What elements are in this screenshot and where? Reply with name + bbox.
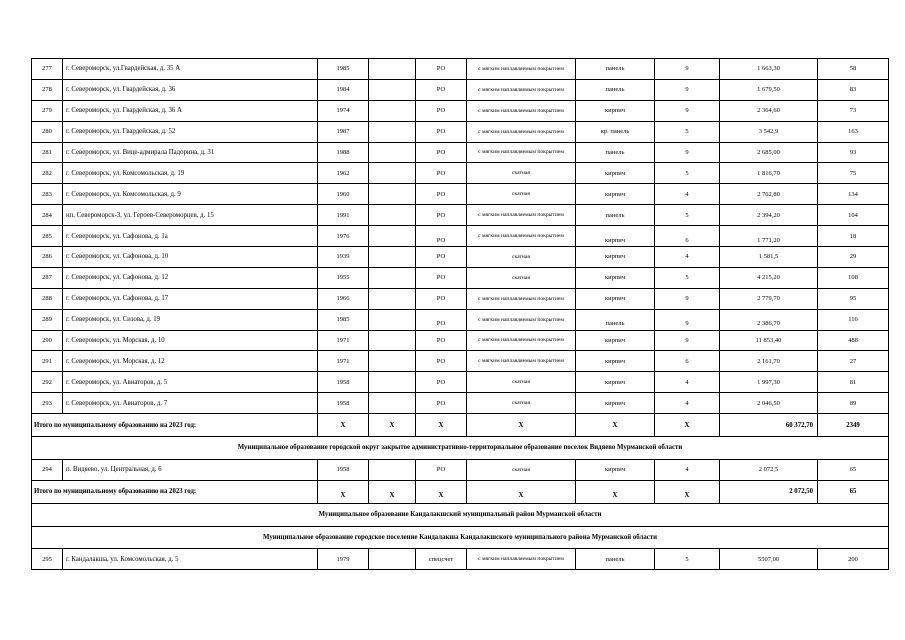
row-residents: 75 xyxy=(818,163,889,184)
row-col4 xyxy=(369,100,416,121)
table-row xyxy=(32,267,889,288)
row-fund-method: РО xyxy=(416,226,467,247)
row-col4 xyxy=(369,205,416,226)
row-fund-method: РО xyxy=(416,100,467,121)
row-area: 1 663,30 xyxy=(720,59,818,80)
total-x: X xyxy=(318,414,369,437)
row-col4 xyxy=(369,393,416,414)
row-roof: с мягким наплавляемым покрытием xyxy=(467,351,576,372)
row-wall: панель xyxy=(576,142,655,163)
row-year: 1988 xyxy=(318,142,369,163)
total-label: Итого по муниципальному образованию на 2023 год: xyxy=(32,480,318,503)
row-address: г. Североморск, ул. Гвардейская, д. 36 xyxy=(63,79,318,100)
row-address: г. Североморск, ул. Комсомольская, д. 9 xyxy=(63,184,318,205)
row-floors: 6 xyxy=(655,351,720,372)
total-area: 2 072,50 xyxy=(720,480,818,503)
row-roof: с мягким наплавляемым покрытием xyxy=(467,142,576,163)
row-floors: 5 xyxy=(655,549,720,570)
total-x: X xyxy=(318,480,369,503)
total-row-vidyaevo xyxy=(32,480,889,503)
row-area: 2 072,5 xyxy=(720,459,818,480)
row-area: 1 581,5 xyxy=(720,247,818,268)
section-heading-kandalaksha-town: Муниципальное образование городское поселение Кандалакша Кандалакшского муниципального района Мурманской области xyxy=(32,526,889,549)
row-col4 xyxy=(369,79,416,100)
row-year: 1985 xyxy=(318,309,369,330)
row-area: 2 394,20 xyxy=(720,205,818,226)
row-year: 1960 xyxy=(318,184,369,205)
row-year: 1939 xyxy=(318,247,369,268)
table-row xyxy=(32,330,889,351)
row-col4 xyxy=(369,247,416,268)
row-roof: с мягким наплавляемым покрытием xyxy=(467,205,576,226)
total-residents: 65 xyxy=(818,480,889,503)
row-wall: кирпич xyxy=(576,100,655,121)
row-col4 xyxy=(369,163,416,184)
row-year: 1974 xyxy=(318,100,369,121)
row-floors: 9 xyxy=(655,142,720,163)
row-roof: с мягким наплавляемым покрытием xyxy=(467,79,576,100)
row-col4 xyxy=(369,330,416,351)
row-wall: кр. панель xyxy=(576,121,655,142)
row-address: нп. Североморск-3, ул. Героев-Североморцев, д. 15 xyxy=(63,205,318,226)
row-residents: 83 xyxy=(818,79,889,100)
row-number: 281 xyxy=(32,142,63,163)
row-fund-method: РО xyxy=(416,79,467,100)
row-address: г. Североморск, ул.Гвардейская, д. 35 А xyxy=(63,59,318,80)
row-residents: 488 xyxy=(818,330,889,351)
row-address: г. Североморск, ул. Гвардейская, д. 36 А xyxy=(63,100,318,121)
row-fund-method: спецсчет xyxy=(416,549,467,570)
row-address: г. Североморск, ул. Комсомольская, д. 19 xyxy=(63,163,318,184)
row-area: 2 046,50 xyxy=(720,393,818,414)
total-x: X xyxy=(369,414,416,437)
row-floors: 4 xyxy=(655,459,720,480)
row-residents: 58 xyxy=(818,59,889,80)
row-number: 278 xyxy=(32,79,63,100)
row-col4 xyxy=(369,549,416,570)
row-address: г. Североморск, ул. Сафонова, д. 10 xyxy=(63,247,318,268)
row-fund-method: РО xyxy=(416,330,467,351)
row-area: 4 215,20 xyxy=(720,267,818,288)
row-year: 1971 xyxy=(318,330,369,351)
row-number: 290 xyxy=(32,330,63,351)
row-fund-method: РО xyxy=(416,205,467,226)
row-wall: панель xyxy=(576,205,655,226)
row-year: 1958 xyxy=(318,459,369,480)
row-floors: 9 xyxy=(655,79,720,100)
table-row xyxy=(32,351,889,372)
row-col4 xyxy=(369,226,416,247)
row-roof: с мягким наплавляемым покрытием xyxy=(467,121,576,142)
total-area: 60 372,70 xyxy=(720,414,818,437)
row-roof: скатная xyxy=(467,393,576,414)
row-area: 2 762,80 xyxy=(720,184,818,205)
table-row xyxy=(32,142,889,163)
row-year: 1979 xyxy=(318,549,369,570)
row-fund-method: РО xyxy=(416,247,467,268)
table-row xyxy=(32,79,889,100)
row-roof: скатная xyxy=(467,163,576,184)
row-number: 279 xyxy=(32,100,63,121)
row-area: 2 779,70 xyxy=(720,288,818,309)
total-x: X xyxy=(576,414,655,437)
row-address: г. Кандалакша, ул. Комсомольская, д. 5 xyxy=(63,549,318,570)
row-address: г. Североморск, ул. Вице-адмирала Падорина, д. 31 xyxy=(63,142,318,163)
row-year: 1971 xyxy=(318,351,369,372)
row-fund-method: РО xyxy=(416,59,467,80)
row-residents: 29 xyxy=(818,247,889,268)
row-area: 1 771,20 xyxy=(720,226,818,247)
row-year: 1962 xyxy=(318,163,369,184)
table-row xyxy=(32,163,889,184)
row-residents: 89 xyxy=(818,393,889,414)
row-wall: кирпич xyxy=(576,247,655,268)
row-address: г. Североморск, ул. Сафонова, д. 1а xyxy=(63,226,318,247)
row-col4 xyxy=(369,288,416,309)
row-area: 1 997,30 xyxy=(720,372,818,393)
total-residents: 2349 xyxy=(818,414,889,437)
row-area: 2 364,60 xyxy=(720,100,818,121)
row-col4 xyxy=(369,267,416,288)
section-heading xyxy=(32,437,889,460)
row-number: 285 xyxy=(32,226,63,247)
row-fund-method: РО xyxy=(416,184,467,205)
row-floors: 5 xyxy=(655,205,720,226)
row-roof: с мягким наплавляемым покрытием xyxy=(467,309,576,330)
total-x: X xyxy=(416,414,467,437)
row-area: 2 161,70 xyxy=(720,351,818,372)
row-year: 1955 xyxy=(318,267,369,288)
row-wall: кирпич xyxy=(576,163,655,184)
row-roof: скатная xyxy=(467,372,576,393)
row-address: г. Североморск, ул. Гвардейская, д. 52 xyxy=(63,121,318,142)
row-year: 1987 xyxy=(318,121,369,142)
row-area: 2 685,00 xyxy=(720,142,818,163)
row-residents: 104 xyxy=(818,205,889,226)
row-wall: кирпич xyxy=(576,459,655,480)
row-residents: 95 xyxy=(818,288,889,309)
row-residents: 81 xyxy=(818,372,889,393)
total-x: X xyxy=(655,414,720,437)
housing-table xyxy=(31,58,889,570)
row-year: 1991 xyxy=(318,205,369,226)
row-year: 1985 xyxy=(318,59,369,80)
table-row xyxy=(32,184,889,205)
row-area: 11 853,40 xyxy=(720,330,818,351)
total-x: X xyxy=(467,480,576,503)
row-residents: 27 xyxy=(818,351,889,372)
total-x: X xyxy=(576,480,655,503)
row-fund-method: РО xyxy=(416,351,467,372)
row-number: 280 xyxy=(32,121,63,142)
row-residents: 93 xyxy=(818,142,889,163)
row-number: 283 xyxy=(32,184,63,205)
section-heading-vidyaevo: Муниципальное образование городской округ закрытое административно-территориальное образование поселок Видяево Мурманской области xyxy=(32,437,889,460)
row-area: 5507,00 xyxy=(720,549,818,570)
row-residents: 65 xyxy=(818,459,889,480)
row-wall: панель xyxy=(576,79,655,100)
row-residents: 73 xyxy=(818,100,889,121)
table-row xyxy=(32,100,889,121)
row-residents: 163 xyxy=(818,121,889,142)
row-wall: кирпич xyxy=(576,330,655,351)
row-number: 292 xyxy=(32,372,63,393)
row-floors: 5 xyxy=(655,267,720,288)
row-roof: с мягким наплавляемым покрытием xyxy=(467,330,576,351)
row-col4 xyxy=(369,309,416,330)
row-floors: 9 xyxy=(655,288,720,309)
row-number: 282 xyxy=(32,163,63,184)
row-floors: 4 xyxy=(655,184,720,205)
table-row xyxy=(32,247,889,268)
table-row xyxy=(32,393,889,414)
row-roof: с мягким наплавляемым покрытием xyxy=(467,226,576,247)
row-col4 xyxy=(369,121,416,142)
row-address: г. Североморск, ул. Сизова, д. 19 xyxy=(63,309,318,330)
row-fund-method: РО xyxy=(416,121,467,142)
row-floors: 5 xyxy=(655,121,720,142)
row-residents: 18 xyxy=(818,226,889,247)
row-year: 1966 xyxy=(318,288,369,309)
rows-body xyxy=(32,59,889,570)
row-fund-method: РО xyxy=(416,393,467,414)
row-fund-method: РО xyxy=(416,309,467,330)
row-wall: кирпич xyxy=(576,351,655,372)
row-wall: кирпич xyxy=(576,184,655,205)
row-floors: 6 xyxy=(655,226,720,247)
row-wall: панель xyxy=(576,309,655,330)
row-number: 289 xyxy=(32,309,63,330)
row-wall: кирпич xyxy=(576,226,655,247)
table-row xyxy=(32,121,889,142)
row-roof: с мягким наплавляемым покрытием xyxy=(467,549,576,570)
row-roof: с мягким наплавляемым покрытием xyxy=(467,100,576,121)
row-roof: скатная xyxy=(467,459,576,480)
row-number: 293 xyxy=(32,393,63,414)
table-row xyxy=(32,459,889,480)
row-number: 294 xyxy=(32,459,63,480)
row-floors: 4 xyxy=(655,393,720,414)
row-col4 xyxy=(369,142,416,163)
row-col4 xyxy=(369,459,416,480)
section-heading xyxy=(32,503,889,526)
row-year: 1958 xyxy=(318,393,369,414)
row-address: г. Североморск, ул. Морская, д. 10 xyxy=(63,330,318,351)
row-fund-method: РО xyxy=(416,288,467,309)
row-roof: с мягким наплавляемым покрытием xyxy=(467,59,576,80)
row-residents: 134 xyxy=(818,184,889,205)
row-residents: 200 xyxy=(818,549,889,570)
row-wall: кирпич xyxy=(576,288,655,309)
table-row xyxy=(32,205,889,226)
row-fund-method: РО xyxy=(416,163,467,184)
row-number: 277 xyxy=(32,59,63,80)
table-row xyxy=(32,309,889,330)
row-fund-method: РО xyxy=(416,372,467,393)
row-address: г. Североморск, ул. Авиаторов, д. 7 xyxy=(63,393,318,414)
table-row xyxy=(32,226,889,247)
table-row xyxy=(32,288,889,309)
table-row xyxy=(32,372,889,393)
row-col4 xyxy=(369,184,416,205)
row-floors: 9 xyxy=(655,100,720,121)
row-wall: кирпич xyxy=(576,393,655,414)
row-address: г. Североморск, ул. Сафонова, д. 17 xyxy=(63,288,318,309)
row-fund-method: РО xyxy=(416,267,467,288)
row-address: г. Североморск, ул. Авиаторов, д. 5 xyxy=(63,372,318,393)
row-wall: кирпич xyxy=(576,372,655,393)
row-floors: 4 xyxy=(655,372,720,393)
row-wall: кирпич xyxy=(576,267,655,288)
row-wall: панель xyxy=(576,59,655,80)
row-number: 295 xyxy=(32,549,63,570)
row-number: 287 xyxy=(32,267,63,288)
row-area: 1 816,70 xyxy=(720,163,818,184)
row-fund-method: РО xyxy=(416,142,467,163)
table-row xyxy=(32,549,889,570)
row-col4 xyxy=(369,59,416,80)
row-year: 1958 xyxy=(318,372,369,393)
row-col4 xyxy=(369,372,416,393)
row-col4 xyxy=(369,351,416,372)
row-floors: 9 xyxy=(655,59,720,80)
row-address: п. Видяево, ул. Центральная, д. 6 xyxy=(63,459,318,480)
total-x: X xyxy=(416,480,467,503)
row-number: 288 xyxy=(32,288,63,309)
row-area: 1 679,50 xyxy=(720,79,818,100)
row-roof: скатная xyxy=(467,247,576,268)
row-year: 1976 xyxy=(318,226,369,247)
row-floors: 9 xyxy=(655,309,720,330)
row-roof: скатная xyxy=(467,184,576,205)
total-x: X xyxy=(467,414,576,437)
row-fund-method: РО xyxy=(416,459,467,480)
row-floors: 9 xyxy=(655,330,720,351)
row-number: 284 xyxy=(32,205,63,226)
row-area: 3 542,9 xyxy=(720,121,818,142)
row-residents: 116 xyxy=(818,309,889,330)
total-row-severomorsk xyxy=(32,414,889,437)
row-roof: скатная xyxy=(467,267,576,288)
row-roof: с мягким наплавляемым покрытием xyxy=(467,288,576,309)
section-heading-kandalaksha-district: Муниципальное образование Кандалакшский муниципальный район Мурманской области xyxy=(32,503,889,526)
row-residents: 108 xyxy=(818,267,889,288)
row-number: 291 xyxy=(32,351,63,372)
total-label: Итого по муниципальному образованию на 2023 год: xyxy=(32,414,318,437)
section-heading xyxy=(32,526,889,549)
row-floors: 4 xyxy=(655,247,720,268)
row-address: г. Североморск, ул. Сафонова, д. 12 xyxy=(63,267,318,288)
row-address: г. Североморск, ул. Морская, д. 12 xyxy=(63,351,318,372)
row-year: 1984 xyxy=(318,79,369,100)
total-x: X xyxy=(369,480,416,503)
row-wall: панель xyxy=(576,549,655,570)
total-x: X xyxy=(655,480,720,503)
row-number: 286 xyxy=(32,247,63,268)
row-area: 2 386,70 xyxy=(720,309,818,330)
table-row xyxy=(32,59,889,80)
row-floors: 5 xyxy=(655,163,720,184)
